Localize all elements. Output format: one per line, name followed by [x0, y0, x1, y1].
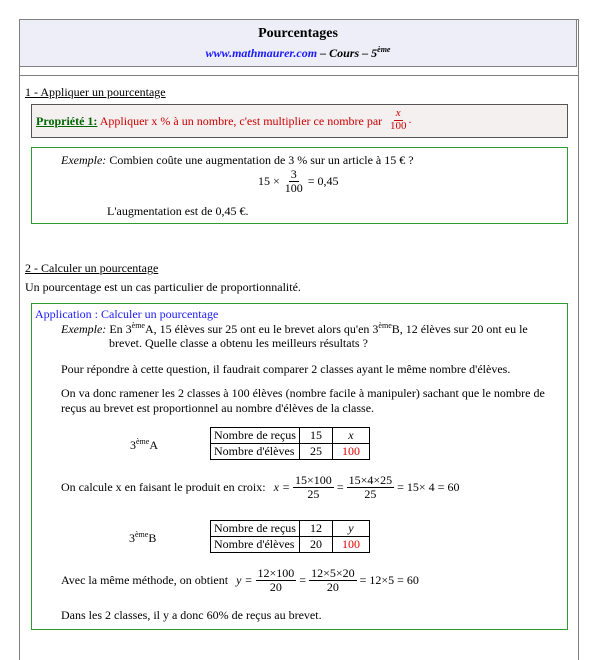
example1-box [31, 147, 568, 224]
table-row [211, 521, 370, 537]
paragraph-1: Pour répondre à cette question, il faudrait comparer 2 classes ayant le même nombre d'élèves. [61, 362, 511, 376]
property-line [36, 114, 382, 129]
table-row [211, 444, 370, 460]
application-title: Application : Calculer un pourcentage [35, 307, 219, 321]
table-cell-target: 100 [332, 537, 369, 553]
table-cell: 15 [299, 428, 332, 444]
page-subtitle [20, 45, 576, 61]
example-question: Combien coûte une augmentation de 3 % sur un article à 15 € ? [109, 153, 414, 167]
paragraph-2-line2: reçus au brevet est proportionnel au nombre d'élèves de la classe. [61, 401, 375, 415]
table-cell-label: Nombre de reçus [211, 428, 300, 444]
calc-b: Avec la même méthode, on obtient y = $\frac{12\times 100}{20}$ = $\frac{12\times 5\times 20}{20}$ = 12×5 = 60 [61, 566, 419, 594]
dash: – [362, 46, 369, 60]
example1-conclusion: L'augmentation est de 0,45 €. [107, 204, 249, 218]
class-b-table [210, 520, 370, 553]
level-label: 5ème [371, 45, 391, 60]
table-cell: 20 [299, 537, 332, 553]
table-cell: 12 [299, 521, 332, 537]
class-a-table [210, 427, 370, 460]
example1-calculation: 15 × $\frac{3}{100}$ = 0,45 [258, 167, 339, 195]
example-label: Exemple: [61, 322, 107, 336]
calc-a: On calcule x en faisant le produit en croix: x = $\frac{15\times 100}{25}$ = $\frac{15\times 4\times 25}{25}$ = 15× 4 = 60 [61, 473, 460, 501]
section1-heading: 1 - Appliquer un pourcentage [25, 85, 166, 99]
table-cell-unknown: x [332, 428, 369, 444]
property-box [31, 104, 568, 138]
course-label: Cours [329, 46, 360, 60]
dash: – [320, 46, 327, 60]
example2-line1: Exemple: En 3èmeA, 15 élèves sur 25 ont eu le brevet alors qu'en 3èmeB, 12 élèves sur 20 ont eu le [61, 321, 528, 336]
site-link[interactable]: www.mathmaurer.com [205, 46, 318, 60]
example2-line2: brevet. Quelle classe a obtenu les meilleurs résultats ? [109, 336, 368, 350]
table-row [211, 537, 370, 553]
table-cell-label: Nombre de reçus [211, 521, 300, 537]
paragraph-2-line1: On va donc ramener les 2 classes à 100 élèves (nombre facile à manipuler) sachant que le nombre de [61, 386, 545, 400]
section2-heading: 2 - Calculer un pourcentage [25, 261, 159, 275]
divider [19, 75, 578, 76]
table-cell-label: Nombre d'élèves [211, 537, 300, 553]
property-fraction: $\frac{x}{100}$ . [390, 107, 412, 132]
property-text: Appliquer x % à un nombre, c'est multiplier ce nombre par [99, 114, 383, 128]
class-a-label: 3èmeA [130, 437, 158, 452]
example-label: Exemple: [61, 153, 107, 167]
example1-question-line [61, 153, 414, 168]
table-cell-target: 100 [332, 444, 369, 460]
page-header [19, 19, 577, 67]
table-row [211, 428, 370, 444]
section2-intro: Un pourcentage est un cas particulier de proportionnalité. [25, 280, 301, 294]
property-label: Propriété 1: [36, 114, 98, 128]
table-cell-unknown: y [332, 521, 369, 537]
class-b-label: 3èmeB [129, 530, 157, 545]
table-cell-label: Nombre d'élèves [211, 444, 300, 460]
table-cell: 25 [299, 444, 332, 460]
page-title: Pourcentages [258, 26, 338, 41]
section2-conclusion: Dans les 2 classes, il y a donc 60% de reçus au brevet. [61, 608, 322, 622]
